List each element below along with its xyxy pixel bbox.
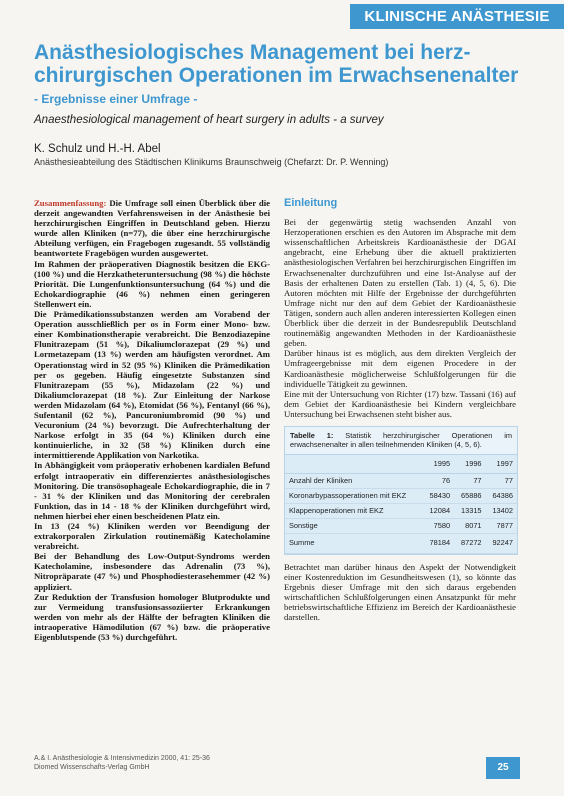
table-row: [285, 489, 517, 504]
page-number: 25: [486, 757, 520, 779]
table-header-cell: 1995: [423, 455, 454, 474]
table-cell: Sonstige: [285, 519, 423, 534]
introduction-column: [284, 198, 516, 622]
table-cell: Summe: [285, 534, 423, 553]
footer-publisher: Diomed Wissenschafts-Verlag GmbH: [34, 764, 150, 771]
table-label: Tabelle 1:: [290, 430, 334, 440]
abstract-text: Die Umfrage soll einen Überblick über die derzeit angewandten Verfahrensweisen in der Anästhesie bei herzchirurgischen Eingriffen in Deutschland geben. Hierzu wurde allen Kliniken (n=77), die über eine herzchirurgische Abteilung verfügen, ein Fragebogen zugesandt. 55 vollständig beantwortete Fragebögen wurden ausgewertet.: [34, 198, 271, 259]
table-cell: 13315: [454, 504, 485, 519]
section-tag: KLINISCHE ANÄSTHESIE: [350, 4, 564, 29]
table-cell: 92247: [486, 534, 517, 553]
abstract-paragraph: Bei der Behandlung des Low-Output-Syndroms werden Katecholamine, insbesondere das Adrenalin (73 %), Nitropräparate (47 %) und Phosphodiesterasehemmer (42 %) appliziert.: [34, 551, 270, 592]
table-cell: 77: [454, 474, 485, 489]
table-cell: Klappenoperationen mit EKZ: [285, 504, 423, 519]
table-cell: Koronarbypassoperationen mit EKZ: [285, 489, 423, 504]
abstract-paragraph: In 13 (24 %) Kliniken werden vor Beendigung der extrakorporalen Zirkulation routinemäßig Katecholamine verabreicht.: [34, 521, 270, 552]
introduction-heading: Einleitung: [284, 197, 338, 209]
footer-citation: A.& I. Anästhesiologie & Intensivmedizin 2000, 41: 25-36: [34, 755, 210, 762]
intro-paragraph: Bei der gegenwärtig stetig wachsenden Anzahl von Herzoperationen erschien es den Autoren im Absprache mit dem wissenschaftlichen Arbeitskreis Kardioanästhesie der DGAI angebracht, eine Erhebung über die aktuell praktizierten anästhesiologischen Verfahren bei herzchirurgischen Eingriffen im Erwachsenenalter durchzuführen und eine Ist-Analyse auf der Basis der erhaltenen Daten zu erstellen (Tab. 1) (4, 5, 6). Die Autoren möchten mit Hilfe der Ergebnisse der durchgeführten Umfrage nicht nur den auf dem Gebiet der Kardioanästhesie Tätigen, sondern auch allen anderen interessierten Kollegen einen Überblick über die derzeit in der Bundesrepublik Deutschland routinemäßig angewandten Methoden in der Kardioanästhesie geben.: [284, 217, 516, 349]
table-cell: 78184: [423, 534, 454, 553]
table-header-cell: [285, 455, 423, 474]
table-caption: [285, 427, 517, 455]
table-cell: 77: [486, 474, 517, 489]
table-cell: 13402: [486, 504, 517, 519]
abstract-paragraph: Zur Reduktion der Transfusion homologer Blutprodukte und zur Vermeidung transfusionsassoziierter Erkrankungen werden von mehr als der Hälfte der befragten Kliniken die intraoperative Hämodilution (67 %) bzw. die präoperative Eigenblutspende (53 %) durchgeführt.: [34, 591, 270, 643]
table-grid: [285, 455, 517, 554]
abstract-paragraph: In Abhängigkeit vom präoperativ erhobenen kardialen Befund erfolgt intraoperativ ein differenziertes anästhesiologisches Monitoring. Die transösophageale Echokardiographie, die in 7 - 31 % der Kliniken und das Monitoring der cerebralen Funktion, das in 14 - 18 % der Kliniken durchgeführt wird, nehmen hierbei eher einen bescheidenen Platz ein.: [34, 460, 270, 521]
article-subtitle: - Ergebnisse einer Umfrage -: [34, 92, 198, 106]
table-cell: 7877: [486, 519, 517, 534]
table-header-cell: 1997: [486, 455, 517, 474]
table-cell: Anzahl der Kliniken: [285, 474, 423, 489]
table-cell: 64386: [486, 489, 517, 504]
table-cell: 8071: [454, 519, 485, 534]
authors: K. Schulz und H.-H. Abel: [34, 143, 161, 155]
intro-paragraph: Darüber hinaus ist es möglich, aus dem direkten Vergleich der Umfrageergebnisse mit dem eigenen Procedere in der Kardioanästhesie möglicherweise Schlußfolgerungen für die individuelle Tätigkeit zu gewinnen.: [284, 348, 516, 389]
intro-paragraph: Eine mit der Untersuchung von Richter (17) bzw. Tassani (16) auf dem Gebiet der Kardioanästhesie bei Kindern vergleichbare Untersuchung bei Erwachsenen steht bisher aus.: [284, 388, 516, 419]
table-cell: 87272: [454, 534, 485, 553]
intro-paragraph: Betrachtet man darüber hinaus den Aspekt der Notwendigkeit einer Kostenreduktion im Gesundheitswesen (1), so könnte das Ergebnis dieser Umfrage mit den sich daraus ergebenden wirtschaftlichen Schlußfolgerungen einen Ansatzpunkt für mehr betriebswirtschaftliche Effizienz im Bereich der Kardioanästhesie darstellen.: [284, 561, 516, 622]
abstract-paragraph: Im Rahmen der präoperativen Diagnostik besitzen die EKG- (100 %) und die Herzkatheteruntersuchung (98 %) die höchste Priorität. Die Lungenfunktionsuntersuchung (64 %) und die Echokardiographie (46 %) nehmen einen geringeren Stellenwert ein.: [34, 258, 270, 309]
table-header-row: [285, 455, 517, 474]
table-row: [285, 519, 517, 534]
table-row: [285, 474, 517, 489]
table-cell: 58430: [423, 489, 454, 504]
journal-footer: [34, 754, 210, 772]
table-total-row: [285, 534, 517, 553]
table-caption-text: Statistik herzchirurgischer Operationen im erwachsenenalter in allen teilnehmenden Kliniken (4, 5, 6).: [290, 430, 513, 449]
table-cell: 65886: [454, 489, 485, 504]
table-cell: 12084: [423, 504, 454, 519]
table-cell: 76: [423, 474, 454, 489]
table-cell: 7580: [423, 519, 454, 534]
statistics-table: [284, 426, 518, 555]
abstract-heading: Zusammenfassung:: [34, 198, 107, 208]
article-title: Anästhesiologisches Management bei herz-chirurgischen Operationen im Erwachsenenalter: [34, 41, 519, 87]
affiliation: Anästhesieabteilung des Städtischen Klinikums Braunschweig (Chefarzt: Dr. P. Wenning): [34, 157, 389, 167]
abstract-column: [34, 198, 270, 642]
english-title: Anaesthesiological management of heart surgery in adults - a survey: [34, 114, 384, 126]
abstract-paragraph: Die Prämedikationssubstanzen werden am Vorabend der Operation ausschließlich per os in Form einer Mono- bzw. einer Kombinationstherapie verabreicht. Die Benzodiazepine Flunitrazepam (51 %), Dikaliumclorazepat (29 %) und Lormetazepam (13 %) werden am häufigsten verordnet. Am Operationstag wird in 52 (95 %) Kliniken die Prämedikation per os gegeben. Häufig eingesetzte Substanzen sind Flunitrazepam (55 %), Midazolam (22 %) und Dikaliumclorazepat (18 %). Zur Einleitung der Narkose werden Midazolam (64 %), Etomidat (56 %), Fentanyl (66 %), Sufentanil (62 %), Pancuroniumbromid (90 %) und Vecuronium (24 %) bevorzugt. Die Aufrechterhaltung der Narkose erfolgt in 35 (64 %) Kliniken durch eine kontinuierliche, in 32 (58 %) Kliniken durch eine intermittierende Applikation von Narkotika.: [34, 309, 270, 461]
table-row: [285, 504, 517, 519]
abstract-paragraph: [34, 198, 270, 259]
table-header-cell: 1996: [454, 455, 485, 474]
